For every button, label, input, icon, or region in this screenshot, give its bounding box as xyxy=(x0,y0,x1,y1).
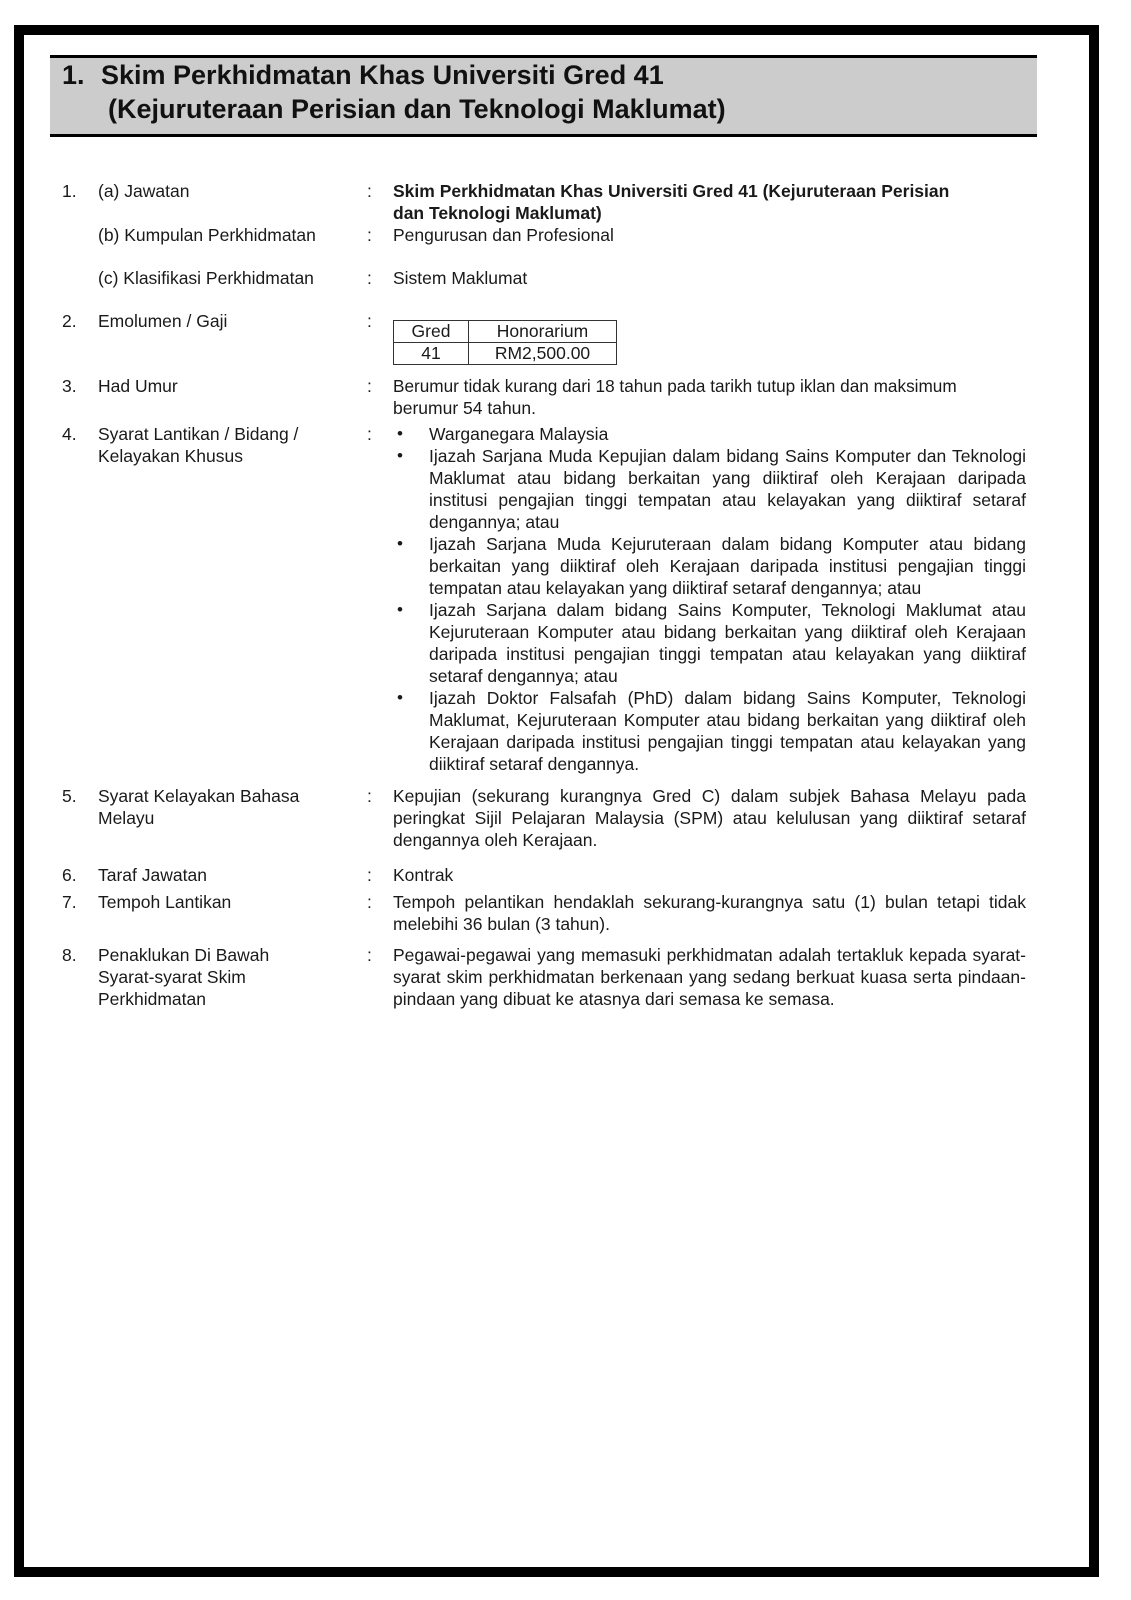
value-penaklukan: Pegawai-pegawai yang memasuki perkhidmatan adalah tertakluk kepada syarat-syarat skim perkhidmatan berkenaan yang sedang berkuat kuasa serta pindaan-pindaan yang dibuat ke atasnya dari semasa ke semasa. xyxy=(393,945,1026,1009)
page-subtitle: (Kejuruteraan Perisian dan Teknologi Maklumat) xyxy=(108,94,726,124)
table-cell: 41 xyxy=(394,343,469,365)
separator: : xyxy=(367,945,372,965)
value-tempoh-lantikan: Tempoh pelantikan hendaklah sekurang-kurangnya satu (1) bulan tetapi tidak melebihi 36 bulan (3 tahun). xyxy=(393,892,1026,934)
item-number: 4. xyxy=(62,424,77,444)
label-tempoh-lantikan: Tempoh Lantikan xyxy=(98,892,232,912)
list-item: Ijazah Sarjana dalam bidang Sains Komputer, Teknologi Maklumat atau Kejuruteraan Komputer atau bidang berkaitan yang diiktiraf oleh Kerajaan daripada institusi pengajian tinggi tempatan atau kelayakan yang diiktiraf setaraf dengannya; atau xyxy=(429,600,1026,686)
bullet-marker: • xyxy=(397,534,403,553)
label-penaklukan-line3: Perkhidmatan xyxy=(98,989,206,1009)
item-number: 6. xyxy=(62,865,77,885)
label-emolumen: Emolumen / Gaji xyxy=(98,311,228,331)
separator: : xyxy=(367,181,372,201)
label-taraf-jawatan: Taraf Jawatan xyxy=(98,865,207,885)
list-item: Ijazah Sarjana Muda Kejuruteraan dalam bidang Komputer atau bidang berkaitan yang diiktiraf oleh Kerajaan daripada institusi pengajian tinggi tempatan atau kelayakan yang diiktiraf setaraf dengannya; atau xyxy=(429,534,1026,598)
value-kumpulan: Pengurusan dan Profesional xyxy=(393,225,614,245)
value-klasifikasi: Sistem Maklumat xyxy=(393,268,528,288)
item-number: 2. xyxy=(62,311,77,331)
item-number: 3. xyxy=(62,376,77,396)
label-kelayakan-bahasa: Syarat Kelayakan Bahasa xyxy=(98,786,300,806)
value-had-umur-line2: berumur 54 tahun. xyxy=(393,398,537,418)
value-taraf-jawatan: Kontrak xyxy=(393,865,454,885)
list-item: Warganegara Malaysia xyxy=(429,424,609,444)
separator: : xyxy=(367,424,372,444)
item-number: 8. xyxy=(62,945,77,965)
separator: : xyxy=(367,865,372,885)
bullet-marker: • xyxy=(397,688,403,707)
label-jawatan: (a) Jawatan xyxy=(98,181,190,201)
table-header-row xyxy=(394,321,617,343)
item-number: 5. xyxy=(62,786,77,806)
separator: : xyxy=(367,892,372,912)
table-cell: RM2,500.00 xyxy=(469,343,617,365)
table-header-cell: Gred xyxy=(394,321,469,343)
bullet-marker: • xyxy=(397,600,403,619)
label-klasifikasi: (c) Klasifikasi Perkhidmatan xyxy=(98,268,314,288)
label-had-umur: Had Umur xyxy=(98,376,178,396)
table-row xyxy=(394,343,617,365)
list-item: Ijazah Doktor Falsafah (PhD) dalam bidang Sains Komputer, Teknologi Maklumat, Kejuruteraan Komputer atau bidang berkaitan yang diiktiraf oleh Kerajaan daripada institusi pengajian tinggi tempatan atau kelayakan yang diiktiraf setaraf dengannya. xyxy=(429,688,1026,774)
list-item: Ijazah Sarjana Muda Kepujian dalam bidang Sains Komputer dan Teknologi Maklumat atau bidang berkaitan yang diiktiraf oleh Kerajaan daripada institusi pengajian tinggi tempatan atau kelayakan yang diiktiraf setaraf dengannya; atau xyxy=(429,446,1026,532)
value-kelayakan-bahasa: Kepujian (sekurang kurangnya Gred C) dalam subjek Bahasa Melayu pada peringkat Sijil Pelajaran Malaysia (SPM) atau kelulusan yang diiktiraf setaraf dengannya oleh Kerajaan. xyxy=(393,786,1026,850)
salary-table xyxy=(393,320,617,365)
bullet-marker: • xyxy=(397,446,403,465)
label-penaklukan-line2: Syarat-syarat Skim xyxy=(98,967,246,987)
bullet-marker: • xyxy=(397,424,403,443)
label-penaklukan: Penaklukan Di Bawah xyxy=(98,945,270,965)
value-had-umur-line1: Berumur tidak kurang dari 18 tahun pada tarikh tutup iklan dan maksimum xyxy=(393,376,957,396)
page-title: Skim Perkhidmatan Khas Universiti Gred 41 xyxy=(101,60,664,90)
value-jawatan-line1: Skim Perkhidmatan Khas Universiti Gred 41 (Kejuruteraan Perisian xyxy=(393,181,950,201)
title-number: 1. xyxy=(62,60,85,90)
separator: : xyxy=(367,786,372,806)
item-number: 1. xyxy=(62,181,77,201)
table-header-cell: Honorarium xyxy=(469,321,617,343)
label-syarat-lantikan-line2: Kelayakan Khusus xyxy=(98,446,243,466)
label-kumpulan: (b) Kumpulan Perkhidmatan xyxy=(98,225,316,245)
label-syarat-lantikan: Syarat Lantikan / Bidang / xyxy=(98,424,299,444)
separator: : xyxy=(367,376,372,396)
separator: : xyxy=(367,225,372,245)
value-jawatan-line2: dan Teknologi Maklumat) xyxy=(393,203,602,223)
label-kelayakan-bahasa-line2: Melayu xyxy=(98,808,155,828)
item-number: 7. xyxy=(62,892,77,912)
separator: : xyxy=(367,268,372,288)
separator: : xyxy=(367,311,372,331)
